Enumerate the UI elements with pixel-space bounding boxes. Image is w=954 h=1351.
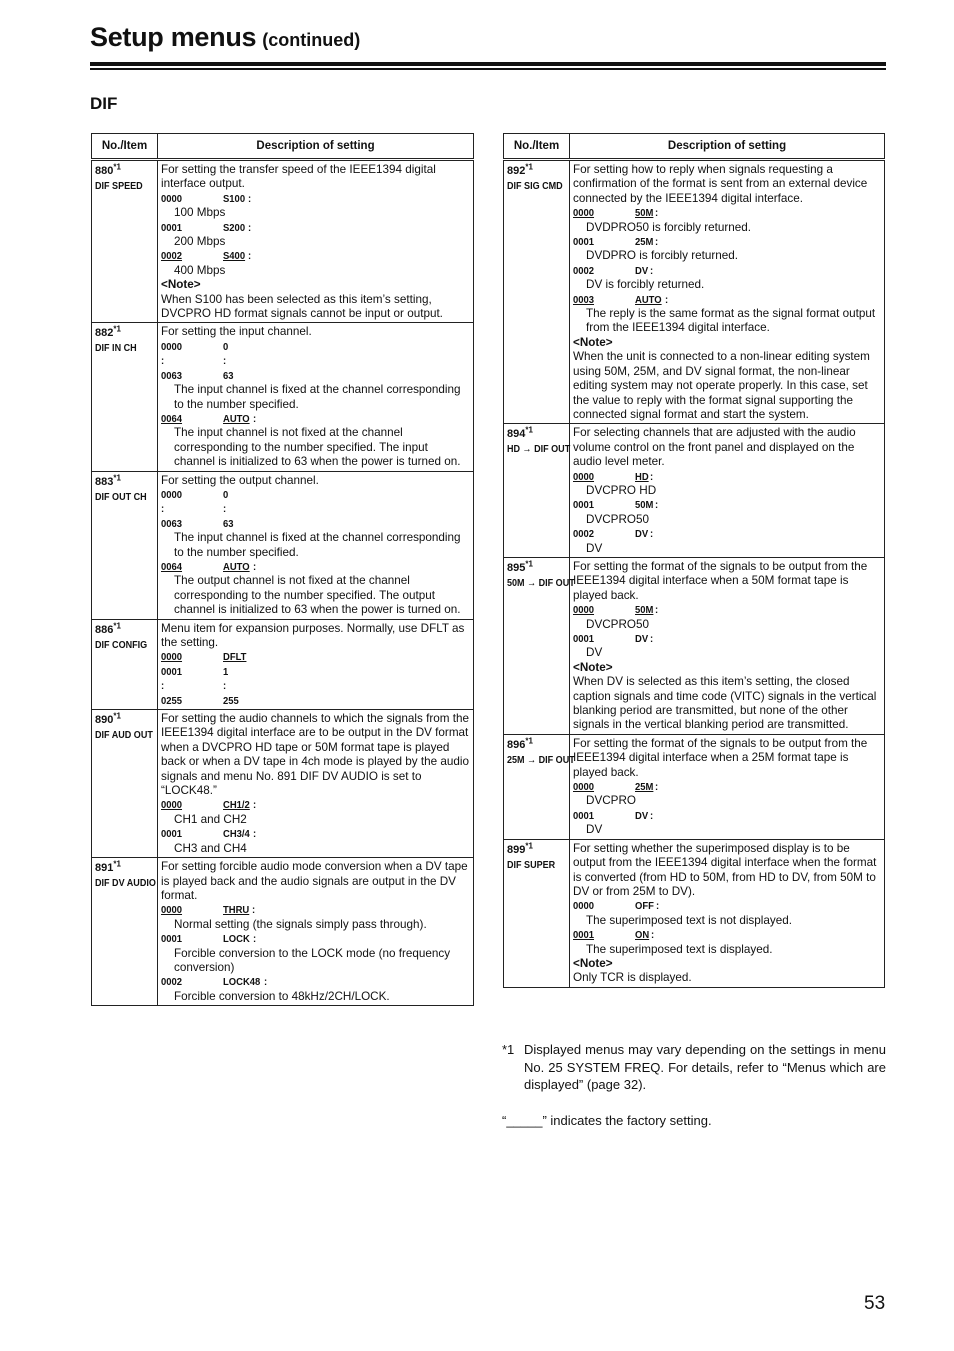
option-colon: : <box>247 250 251 263</box>
description-text: For setting the format of the signals to be output from the IEEE1394 digital interface when a 50M format tape is played back. <box>573 559 868 602</box>
option-colon: : <box>252 904 256 917</box>
table-row <box>504 424 885 558</box>
option-value: 0002 <box>573 264 595 277</box>
item-number <box>507 561 567 575</box>
note-label: <Note> <box>573 335 613 349</box>
description-text: For setting forcible audio mode conversion when a DV tape is played back and the audio signals are output in the DV format. <box>161 860 468 902</box>
setting-option <box>573 498 882 512</box>
item-name: DIF OUT CH <box>95 490 147 503</box>
option-key: OFF <box>635 900 654 913</box>
option-key: 0 <box>223 488 229 501</box>
item-number-text: 895 <box>507 561 526 574</box>
option-key: 63 <box>223 369 234 382</box>
option-value: 0002 <box>573 528 595 541</box>
option-value: 0000 <box>161 192 183 205</box>
footnote-mark: *1 <box>502 1042 515 1057</box>
description-text: For selecting channels that are adjusted with the audio volume control on the front panel and displayed on the audio level meter. <box>573 426 856 469</box>
table-row <box>92 858 474 1006</box>
setting-option <box>573 206 882 220</box>
item-cell <box>504 734 575 839</box>
option-description: The output channel is not fixed at the channel corresponding to the number specified. The output channel is initialized to 63 when the power is turned on. <box>174 574 461 617</box>
item-name: DIF SIG CMD <box>507 180 563 192</box>
option-description: DV is forcibly returned. <box>586 278 705 292</box>
footnote-ref: *1 <box>113 859 121 869</box>
col-header-item: No./Item <box>92 134 158 160</box>
item-number-text: 894 <box>507 428 526 441</box>
option-value: 0000 <box>161 651 183 664</box>
item-cell <box>92 619 158 709</box>
footnotes <box>502 1041 886 1129</box>
table-row <box>504 839 885 987</box>
footnote-ref: *1 <box>113 620 121 630</box>
setting-option <box>161 340 471 354</box>
option-value: : <box>161 680 165 693</box>
option-value: 0064 <box>161 560 183 573</box>
option-key: THRU <box>223 904 250 917</box>
option-description: The superimposed text is displayed. <box>586 942 773 956</box>
page-subtitle: (continued) <box>262 30 361 50</box>
left-settings-table <box>91 133 474 1006</box>
option-key: 25M <box>635 781 654 794</box>
table-row <box>504 557 885 734</box>
item-number-text: 891 <box>95 862 114 875</box>
setting-option <box>161 560 471 574</box>
setting-option <box>573 293 882 307</box>
description-text: For setting how to reply when signals requesting a confirmation of the format is sent from an external device connected by the IEEE1394 digital interface. <box>573 163 868 205</box>
setting-option <box>161 827 471 841</box>
option-key: S100 <box>223 192 246 205</box>
option-value: 0000 <box>161 340 183 353</box>
item-cell <box>504 424 570 558</box>
description-cell <box>570 734 885 839</box>
option-description: The reply is the same format as the signal format output from the IEEE1394 digital interface. <box>586 307 876 335</box>
item-cell <box>504 557 575 734</box>
option-colon: : <box>656 900 660 913</box>
option-colon: : <box>252 799 256 812</box>
option-value: 0000 <box>573 604 595 617</box>
item-name: DIF SPEED <box>95 180 143 192</box>
option-value: 0002 <box>161 976 183 989</box>
option-colon: : <box>252 412 256 425</box>
option-key: CH3/4 <box>223 828 250 841</box>
option-colon: : <box>655 207 659 220</box>
item-cell <box>92 471 158 619</box>
option-colon: : <box>649 528 653 541</box>
page-header <box>90 22 360 53</box>
option-key: DV <box>635 264 649 277</box>
option-colon: : <box>264 976 268 989</box>
right-settings-table <box>503 133 885 988</box>
footnote-ref: *1 <box>525 841 533 851</box>
option-value: 0001 <box>161 221 183 234</box>
option-colon: : <box>655 499 659 512</box>
option-colon: : <box>649 264 653 277</box>
option-description: Forcible conversion to the LOCK mode (no frequency conversion) <box>174 946 451 974</box>
option-value: 0001 <box>573 809 595 822</box>
option-value: 0001 <box>573 929 595 942</box>
option-value: 0000 <box>573 900 595 913</box>
section-title: DIF <box>90 94 118 113</box>
option-key: ON <box>635 929 650 942</box>
description-text: For setting the format of the signals to be output from the IEEE1394 digital interface when a 25M format tape is played back. <box>573 736 868 779</box>
option-value: 0063 <box>161 517 183 530</box>
option-key: LOCK <box>223 933 250 946</box>
col-header-item: No./Item <box>504 134 570 160</box>
option-key: : <box>223 680 227 693</box>
option-value: 0003 <box>573 293 595 306</box>
option-description: Normal setting (the signals simply pass through). <box>174 917 427 931</box>
item-number-text: 896 <box>507 738 526 751</box>
option-key: DV <box>635 809 649 822</box>
setting-option <box>161 192 471 206</box>
item-number-text: 892 <box>507 165 526 177</box>
option-key: AUTO <box>223 412 250 425</box>
item-number-text: 890 <box>95 714 114 727</box>
option-value: 0000 <box>161 904 183 917</box>
option-value: 0002 <box>161 250 183 263</box>
footnote-text: Displayed menus may vary depending on the settings in menu No. 25 SYSTEM FREQ. For details, refer to “Menus which are displayed” (page 32). <box>524 1042 886 1093</box>
description-text: When S100 has been selected as this item’s setting, DVCPRO HD format signals cannot be input or output. <box>161 292 443 321</box>
option-key: : <box>223 355 227 368</box>
option-key: AUTO <box>223 560 250 573</box>
description-text: For setting the transfer speed of the IEEE1394 digital interface output. <box>161 163 436 191</box>
option-description: The input channel is fixed at the channel corresponding to the number specified. <box>174 531 461 559</box>
option-key: 50M <box>635 207 654 220</box>
option-description: CH3 and CH4 <box>174 841 247 855</box>
item-name: DIF DV AUDIO <box>95 877 156 890</box>
option-value: 0063 <box>161 369 183 382</box>
setting-option <box>161 249 471 263</box>
setting-option <box>573 235 882 249</box>
option-value: 0000 <box>573 781 595 794</box>
option-value: : <box>161 355 165 368</box>
option-description: 400 Mbps <box>174 263 226 277</box>
option-description: The superimposed text is not displayed. <box>586 913 792 927</box>
option-colon: : <box>252 933 256 946</box>
description-text: When DV is selected as this item’s setting, the closed caption signals and time code (VITC) signals in the vertical blanking period are transmitted, but none of the other signals in the vertical blanking period are transmitted. <box>573 675 877 732</box>
description-cell <box>570 424 885 558</box>
option-description: The input channel is not fixed at the channel corresponding to the number specified. The input channel is initialized to 63 when the power is turned on. <box>174 426 461 469</box>
item-number <box>507 164 567 178</box>
factory-setting-note: “_____” indicates the factory setting. <box>502 1112 712 1128</box>
option-key: HD <box>635 470 649 483</box>
footnote-ref: *1 <box>525 736 533 746</box>
description-text: For setting the output channel. <box>161 473 319 487</box>
option-key: LOCK48 <box>223 976 261 989</box>
item-number-text: 880 <box>95 165 114 177</box>
note-label: <Note> <box>573 956 613 970</box>
item-number <box>95 472 155 489</box>
description-text: When the unit is connected to a non-linear editing system using 50M, 25M, and DV signal format, the non-linear editing system may not operate properly. In this case, set the value to reply with the format signal supporting the connected signal format and start the system. <box>573 350 870 421</box>
setting-option <box>161 221 471 235</box>
option-colon: : <box>252 828 256 841</box>
option-value: 0255 <box>161 694 183 707</box>
setting-option <box>573 899 882 913</box>
header-rule-thick <box>90 62 886 66</box>
col-header-desc: Description of setting <box>158 134 474 160</box>
option-key: 50M <box>635 499 654 512</box>
setting-option <box>161 650 471 664</box>
option-value: 0064 <box>161 412 183 425</box>
option-colon: : <box>649 633 653 645</box>
item-number <box>507 843 567 857</box>
footnote-ref: *1 <box>113 162 121 172</box>
option-description: DVDPRO50 is forcibly returned. <box>586 220 751 234</box>
option-description: DVCPRO <box>586 794 637 808</box>
setting-option <box>573 928 882 942</box>
footnote-ref: *1 <box>525 425 533 435</box>
option-colon: : <box>252 560 256 573</box>
setting-option <box>161 932 471 946</box>
item-number <box>507 427 567 441</box>
setting-option <box>573 603 882 617</box>
setting-option <box>161 903 471 917</box>
description-cell <box>158 471 474 619</box>
option-description: Forcible conversion to 48kHz/2CH/LOCK. <box>174 989 390 1003</box>
header-rule-thin <box>90 68 886 70</box>
description-cell <box>570 839 885 987</box>
option-colon: : <box>649 809 653 822</box>
option-key: DV <box>635 528 649 541</box>
option-description: 200 Mbps <box>174 235 226 249</box>
item-number <box>95 713 155 727</box>
item-number <box>95 620 155 637</box>
option-description: The input channel is fixed at the channel corresponding to the number specified. <box>174 383 461 411</box>
setting-option <box>573 809 882 823</box>
item-number <box>95 164 155 178</box>
option-value: : <box>161 503 165 516</box>
option-description: DV <box>586 823 603 837</box>
option-key: AUTO <box>635 293 662 306</box>
option-colon: : <box>655 604 659 617</box>
description-text: For setting whether the superimposed display is to be output from the IEEE1394 digital interface when the format is converted (from HD to 50M, from HD to DV, from 50M to DV or from 25M to DV). <box>573 841 877 898</box>
table-row <box>92 710 474 858</box>
page-number: 53 <box>864 1293 886 1314</box>
option-description: DVCPRO HD <box>586 483 657 497</box>
footnote-ref: *1 <box>113 324 121 334</box>
option-key: 63 <box>223 517 234 530</box>
description-text: For setting the input channel. <box>161 325 312 339</box>
item-number <box>95 861 155 875</box>
description-cell <box>158 858 474 1006</box>
item-number-text: 899 <box>507 843 526 856</box>
setting-option <box>161 412 471 426</box>
item-cell <box>92 710 158 858</box>
option-description: DVCPRO50 <box>586 512 650 526</box>
item-cell <box>92 160 158 323</box>
option-colon: : <box>664 293 668 306</box>
option-value: 0000 <box>161 488 183 501</box>
option-value: 0000 <box>573 207 595 220</box>
item-name: 25M → DIF OUT <box>507 753 575 766</box>
option-key: S400 <box>223 250 246 263</box>
item-number-text: 882 <box>95 327 114 340</box>
description-cell <box>158 160 474 323</box>
note-label: <Note> <box>161 278 201 292</box>
item-cell <box>92 323 158 471</box>
option-value: 0001 <box>573 236 595 249</box>
setting-option <box>161 369 471 383</box>
option-key: S200 <box>223 221 246 234</box>
table-row <box>92 471 474 619</box>
setting-option <box>161 679 471 693</box>
table-row <box>92 323 474 471</box>
setting-option <box>161 798 471 812</box>
option-description: DV <box>586 646 603 660</box>
setting-option <box>161 665 471 679</box>
note-label: <Note> <box>573 660 613 674</box>
option-colon: : <box>655 236 659 249</box>
item-name: 50M → DIF OUT <box>507 576 575 589</box>
setting-option <box>161 502 471 516</box>
description-text: Only TCR is displayed. <box>573 971 692 985</box>
option-colon: : <box>650 929 654 942</box>
option-colon: : <box>655 781 659 794</box>
footnote-ref: *1 <box>113 472 121 482</box>
item-name: DIF IN CH <box>95 342 137 355</box>
option-colon: : <box>650 470 654 483</box>
option-key: : <box>223 503 227 516</box>
footnote-ref: *1 <box>525 162 533 172</box>
setting-option <box>573 470 882 484</box>
footnote-ref: *1 <box>113 711 121 721</box>
description-cell <box>158 619 474 709</box>
option-description: 100 Mbps <box>174 206 226 220</box>
setting-option <box>573 632 882 646</box>
item-number <box>507 738 567 752</box>
option-description: CH1 and CH2 <box>174 812 247 826</box>
table-row <box>92 619 474 709</box>
option-key: DFLT <box>223 651 247 664</box>
option-value: 0001 <box>161 933 183 946</box>
setting-option <box>573 527 882 541</box>
option-description: DV <box>586 541 603 555</box>
option-value: 0001 <box>573 499 595 512</box>
item-number-text: 886 <box>95 623 114 636</box>
item-cell <box>504 160 570 424</box>
option-key: 50M <box>635 604 654 617</box>
item-name: DIF SUPER <box>507 858 556 871</box>
setting-option <box>573 780 882 794</box>
item-name: DIF AUD OUT <box>95 729 153 742</box>
option-key: DV <box>635 633 649 645</box>
item-cell <box>92 858 158 1006</box>
setting-option <box>161 354 471 368</box>
option-colon: : <box>247 221 251 234</box>
setting-option <box>573 264 882 278</box>
page-title: Setup menus <box>90 22 257 52</box>
description-text: Menu item for expansion purposes. Normally, use DFLT as the setting. <box>161 621 465 649</box>
option-description: DVDPRO is forcibly returned. <box>586 249 738 263</box>
setting-option <box>161 975 471 989</box>
option-description: DVCPRO50 <box>586 617 650 631</box>
option-key: 25M <box>635 236 654 249</box>
footnote <box>502 1041 886 1094</box>
setting-option <box>161 517 471 531</box>
setting-option <box>161 488 471 502</box>
item-name: HD → DIF OUT <box>507 443 571 456</box>
item-name: DIF CONFIG <box>95 638 148 651</box>
option-key: CH1/2 <box>223 799 250 812</box>
option-value: 0000 <box>161 799 183 812</box>
col-header-desc: Description of setting <box>570 134 885 160</box>
option-key: 255 <box>223 694 239 707</box>
option-value: 0001 <box>161 665 183 678</box>
table-row <box>92 160 474 323</box>
footnote-ref: *1 <box>525 559 533 569</box>
table-row <box>504 160 885 424</box>
option-value: 0001 <box>573 633 595 645</box>
item-number-text: 883 <box>95 475 114 488</box>
option-value: 0000 <box>573 470 595 483</box>
option-colon: : <box>247 192 251 205</box>
description-cell <box>158 323 474 471</box>
description-cell <box>158 710 474 858</box>
option-value: 0001 <box>161 828 183 841</box>
table-row <box>504 734 885 839</box>
option-key: 0 <box>223 340 229 353</box>
setting-option <box>161 694 471 708</box>
option-key: 1 <box>223 665 229 678</box>
item-cell <box>504 839 570 987</box>
description-cell <box>570 557 885 734</box>
description-text: For setting the audio channels to which the signals from the IEEE1394 digital interface are to be output in the DV format when a DVCPRO HD tape or 50M format tape is played back or when a DV tape in 4ch mode is played by the audio signals and menu No. 891 DIF DV AUDIO is set to “LOCK48.” <box>161 712 469 798</box>
description-cell <box>570 160 885 424</box>
item-number <box>95 326 155 340</box>
